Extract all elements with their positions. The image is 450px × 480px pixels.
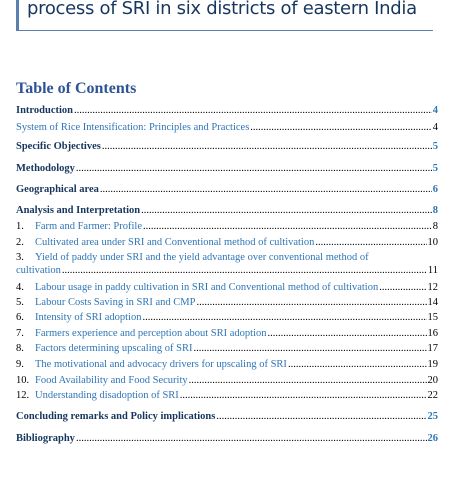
toc-entry-page: 14: [427, 297, 438, 308]
toc-entry-number: 2.: [16, 237, 24, 248]
toc-entry-motivational-drivers[interactable]: [16, 358, 438, 371]
dot-leader: [189, 374, 427, 387]
toc-entry-number: 9.: [16, 359, 24, 370]
dot-leader: [74, 104, 432, 117]
toc-entry-bibliography[interactable]: [16, 432, 438, 445]
toc-entry-number: 10.: [16, 375, 30, 386]
toc-entry-page: 4: [432, 122, 438, 133]
toc-entry-title: Methodology: [16, 163, 75, 174]
toc-entry-concluding-remarks[interactable]: [16, 410, 438, 423]
toc-entry-page: 19: [427, 359, 438, 370]
toc-entry-page: 5: [432, 163, 438, 174]
toc-entry-title: Factors determining upscaling of SRI: [35, 343, 193, 354]
document-title-block: [16, 0, 433, 31]
toc-entry-page: 11: [427, 265, 438, 276]
dot-leader: [76, 432, 427, 445]
toc-entry-page: 5: [432, 141, 438, 152]
toc-entry-title: Farmers experience and perception about SRI adoption: [35, 328, 267, 339]
toc-entry-analysis[interactable]: [16, 204, 438, 217]
toc-entry-geographical-area[interactable]: [16, 183, 438, 196]
toc-entry-yield-of-paddy[interactable]: [16, 251, 438, 277]
toc-entry-intensity[interactable]: [16, 311, 438, 324]
toc-entry-page: 6: [432, 184, 438, 195]
toc-entry-page: 22: [427, 390, 438, 401]
toc-entry-title: Geographical area: [16, 184, 99, 195]
dot-leader: [216, 410, 426, 423]
toc-entry-title: Yield of paddy under SRI and the yield advantage over conventional method of: [35, 252, 369, 263]
toc-entry-number: 8.: [16, 343, 24, 354]
dot-leader: [250, 121, 431, 134]
dot-leader: [268, 327, 427, 340]
toc-entry-title: Cultivated area under SRI and Conventional method of cultivation: [35, 237, 315, 248]
toc-heading: Table of Contents: [16, 80, 137, 97]
dot-leader: [180, 389, 427, 402]
dot-leader: [196, 296, 426, 309]
toc-entry-food-security[interactable]: [16, 374, 438, 387]
toc-entry-number: 6.: [16, 312, 24, 323]
toc-entry-sri-principles[interactable]: [16, 121, 438, 134]
toc-entry-title: Food Availability and Food Security: [35, 375, 188, 386]
toc-entry-number: 5.: [16, 297, 24, 308]
toc-entry-title: Labour Costs Saving in SRI and CMP: [35, 297, 196, 308]
toc-entry-specific-objectives[interactable]: [16, 140, 438, 153]
toc-entry-number: 12.: [16, 390, 30, 401]
dot-leader: [142, 311, 426, 324]
toc-entry-title: Labour usage in paddy cultivation in SRI and Conventional method of cultivation: [35, 282, 379, 293]
toc-entry-introduction[interactable]: [16, 104, 438, 117]
dot-leader: [315, 236, 426, 249]
toc-entry-page: 25: [427, 411, 438, 422]
dot-leader: [143, 220, 432, 233]
dot-leader: [102, 140, 432, 153]
toc-entry-page: 8: [432, 205, 438, 216]
toc-entry-page: 4: [432, 105, 438, 116]
toc-entry-title: Analysis and Interpretation: [16, 205, 141, 216]
toc-entry-page: 17: [427, 343, 438, 354]
toc-entry-methodology[interactable]: [16, 162, 438, 175]
toc-entry-title: Concluding remarks and Policy implications: [16, 411, 216, 422]
toc-entry-title: Introduction: [16, 105, 73, 116]
document-title: process of SRI in six districts of eastern India: [27, 0, 417, 19]
toc-entry-page: 16: [427, 328, 438, 339]
toc-entry-number: 3.: [16, 252, 24, 263]
toc-entry-page: 10: [427, 237, 438, 248]
toc-entry-title: Farm and Farmer: Profile: [35, 221, 143, 232]
dot-leader: [76, 162, 432, 175]
dot-leader: [141, 204, 432, 217]
toc-entry-title: The motivational and advocacy drivers for upscaling of SRI: [35, 359, 287, 370]
toc-entry-page: 12: [427, 282, 438, 293]
dot-leader: [193, 342, 426, 355]
toc-entry-farmers-experience[interactable]: [16, 327, 438, 340]
toc-entry-labour-costs[interactable]: [16, 296, 438, 309]
toc-entry-title-continued: cultivation: [16, 265, 61, 276]
dot-leader: [100, 183, 432, 196]
toc-entry-title: System of Rice Intensification: Principles and Practices: [16, 122, 250, 133]
toc-entry-labour-usage[interactable]: [16, 281, 438, 294]
toc-entry-disadoption[interactable]: [16, 389, 438, 402]
toc-entry-title: Intensity of SRI adoption: [35, 312, 142, 323]
toc-entry-title: Understanding disadoption of SRI: [35, 390, 179, 401]
toc-entry-title: Specific Objectives: [16, 141, 101, 152]
dot-leader: [288, 358, 427, 371]
toc-entry-page: 20: [427, 375, 438, 386]
toc-entry-factors-upscaling[interactable]: [16, 342, 438, 355]
dot-leader: [62, 264, 427, 277]
toc-entry-page: 8: [432, 221, 438, 232]
dot-leader: [379, 281, 426, 294]
toc-entry-number: 4.: [16, 282, 24, 293]
toc-entry-farm-profile[interactable]: [16, 220, 438, 233]
toc-entry-page: 15: [427, 312, 438, 323]
toc-entry-cultivated-area[interactable]: [16, 236, 438, 249]
toc-entry-number: 7.: [16, 328, 24, 339]
toc-entry-number: 1.: [16, 221, 24, 232]
toc-entry-page: 26: [427, 433, 438, 444]
toc-entry-title: Bibliography: [16, 433, 75, 444]
